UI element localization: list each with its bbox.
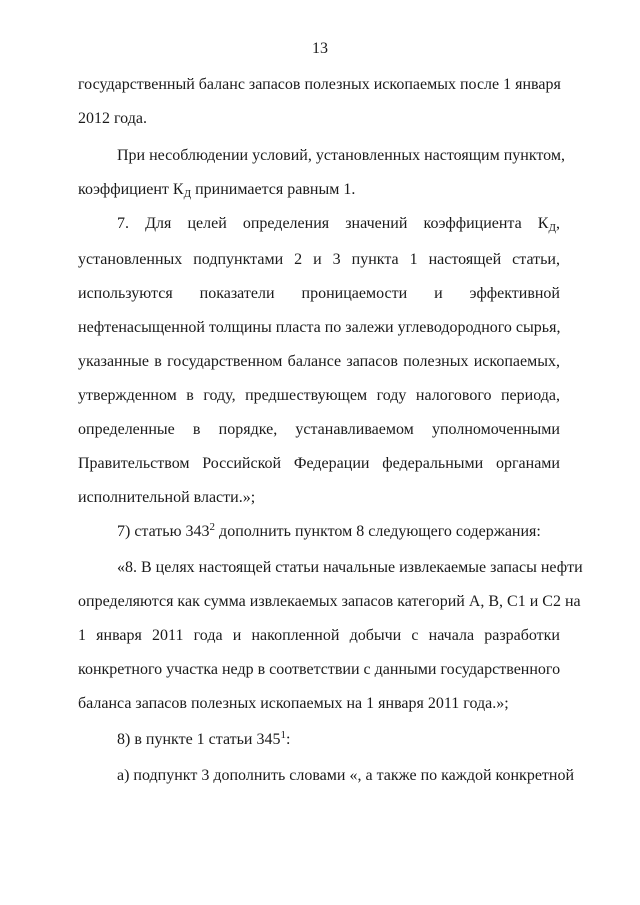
text-segment: 8) в пункте 1 статьи 345 (117, 731, 281, 748)
text-line-2: 2012 года. (78, 110, 147, 127)
page-number: 13 (312, 40, 328, 57)
text-line-17: 1 января 2011 года и накопленной добычи с начала разработки (78, 627, 560, 644)
text-segment: 7) статью 343 (117, 523, 210, 540)
subscript: Д (548, 222, 556, 234)
text-line-4 (78, 180, 355, 201)
subscript: Д (183, 188, 192, 200)
superscript: 2 (209, 521, 216, 533)
text-line-9: указанные в государственном балансе запасов полезных ископаемых, (78, 353, 560, 370)
text-segment: 7. Для целей определения значений коэффициента К (117, 215, 549, 232)
text-line-3: При несоблюдении условий, установленных настоящим пунктом, (117, 147, 565, 164)
text-line-7: используются показатели проницаемости и эффективной (78, 285, 560, 302)
text-line-10: утвержденном в году, предшествующем году налогового периода, (78, 387, 560, 404)
text-line-5 (117, 214, 560, 235)
text-line-1: государственный баланс запасов полезных ископаемых после 1 января (78, 76, 561, 93)
text-segment: : (286, 731, 291, 748)
text-segment: дополнить пунктом 8 следующего содержания: (215, 523, 541, 540)
text-line-13: исполнительной власти.»; (78, 489, 256, 506)
text-line-15: «8. В целях настоящей статьи начальные извлекаемые запасы нефти (117, 559, 583, 576)
superscript: 1 (280, 729, 286, 741)
text-line-8: нефтенасыщенной толщины пласта по залежи углеводородного сырья, (78, 319, 561, 336)
text-line-16: определяются как сумма извлекаемых запасов категорий А, В, С1 и С2 на (78, 593, 581, 610)
text-segment: коэффициент К (78, 181, 184, 198)
text-line-19: баланса запасов полезных ископаемых на 1 января 2011 года.»; (78, 695, 509, 712)
text-line-20 (117, 730, 290, 751)
text-line-21: а) подпункт 3 дополнить словами «, а также по каждой конкретной (117, 767, 575, 784)
text-line-11: определенные в порядке, устанавливаемом уполномоченными (78, 421, 560, 438)
text-segment: принимается равным 1. (191, 181, 356, 198)
text-segment: , (556, 215, 560, 232)
text-line-18: конкретного участка недр в соответствии с данными государственного (78, 661, 561, 678)
text-line-14 (117, 522, 541, 543)
text-line-6: установленных подпунктами 2 и 3 пункта 1 настоящей статьи, (78, 251, 560, 268)
text-line-12: Правительством Российской Федерации федеральными органами (78, 455, 560, 472)
